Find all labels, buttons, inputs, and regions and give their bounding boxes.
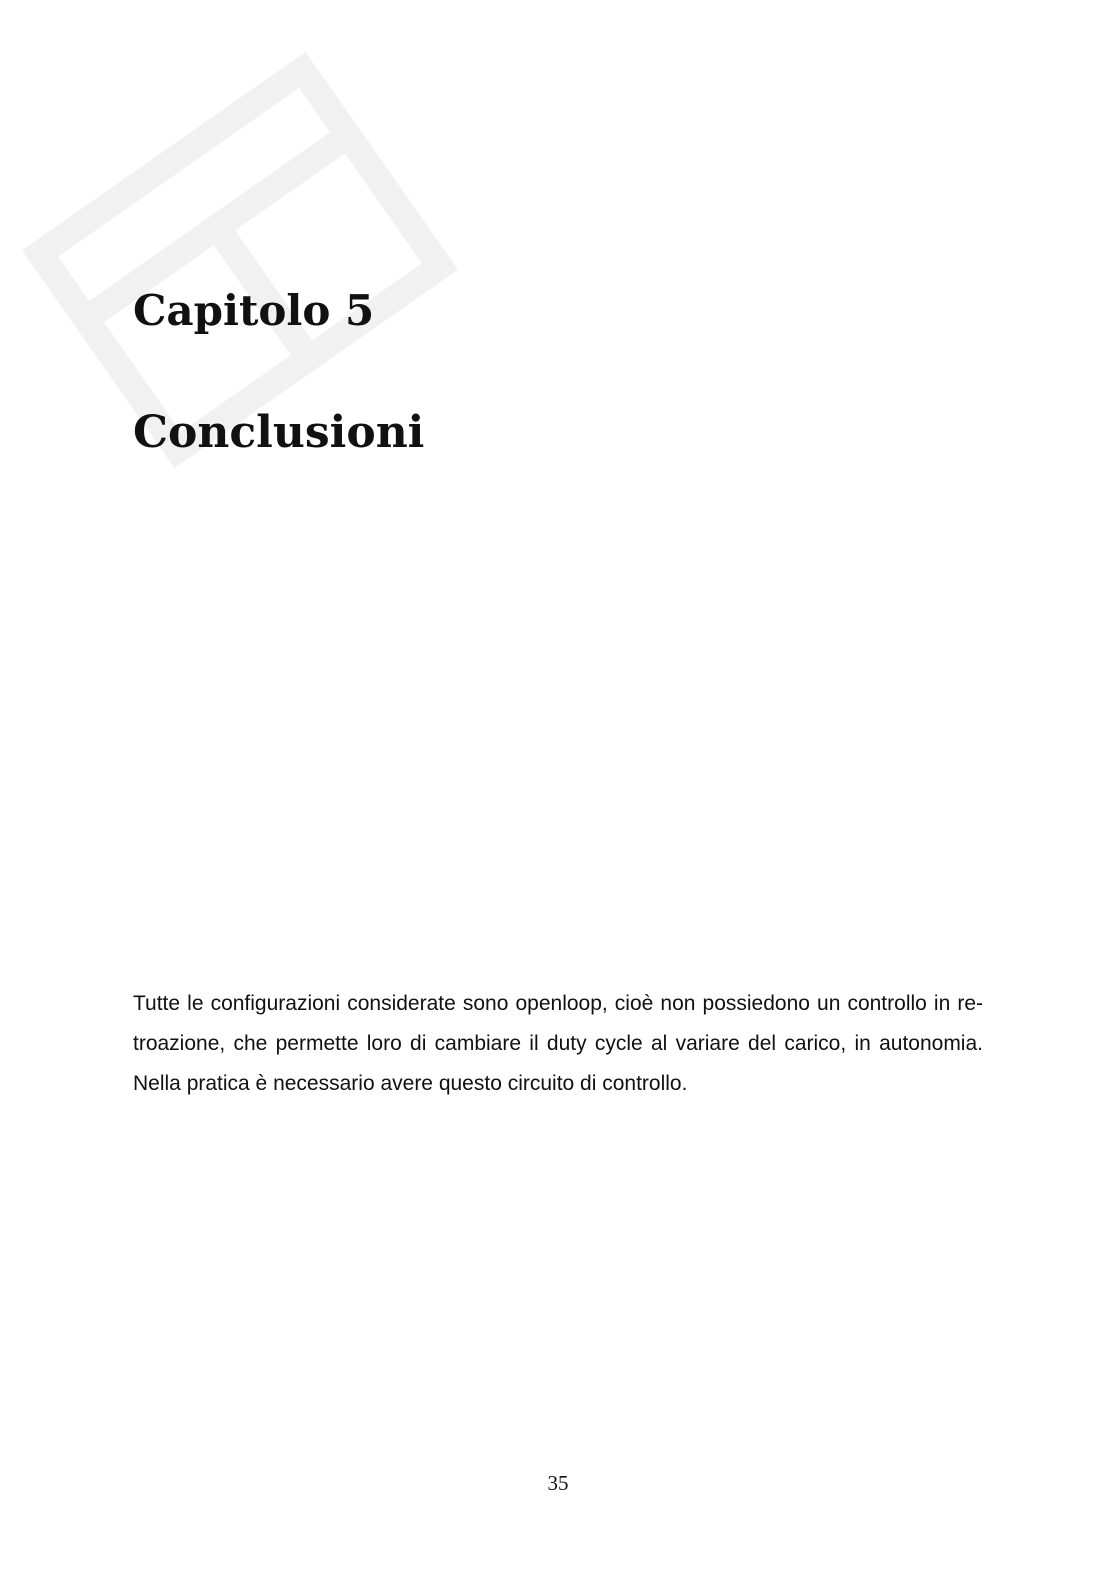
page-number: 35: [547, 1471, 569, 1495]
chapter-label: Capitolo 5: [133, 286, 375, 335]
chapter-title: Conclusioni: [133, 407, 425, 458]
body-paragraph: Tutte le configurazioni considerate sono openloop, cioè non possiedono un controllo in re-troazione, che permette loro di cambiare il duty cycle al variare del carico, in autonomia. Nella pratica è necessario avere questo circuito di controllo.: [133, 992, 983, 1095]
